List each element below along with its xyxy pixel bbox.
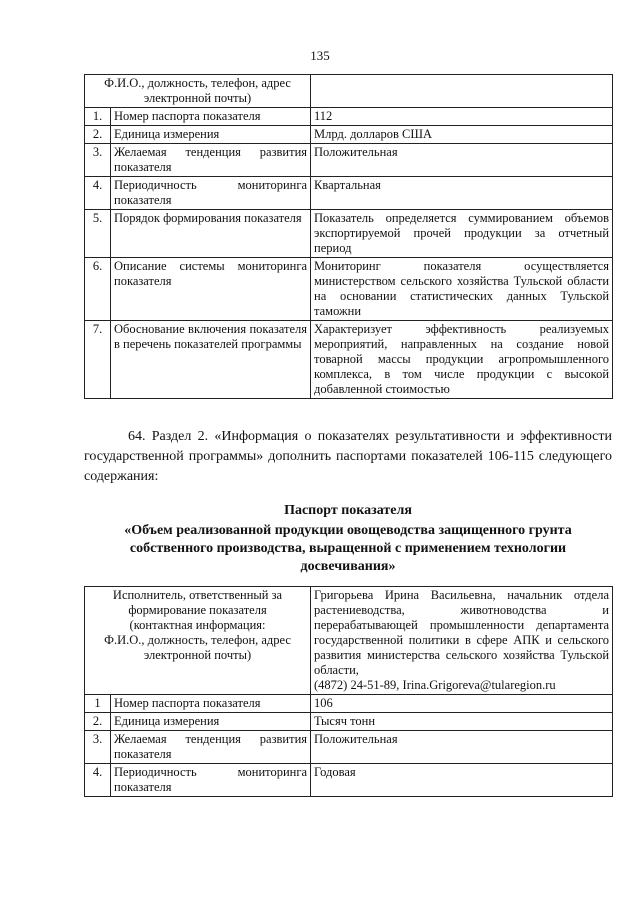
passport-title bbox=[84, 502, 612, 576]
row-label: Периодичность мониторинга показателя bbox=[111, 764, 311, 797]
header-line: (контактная информация: bbox=[129, 618, 266, 632]
table-row bbox=[85, 731, 613, 764]
header-line: электронной почты) bbox=[143, 648, 252, 662]
header-line: Ф.И.О., должность, телефон, адрес bbox=[104, 633, 291, 647]
row-label: Описание системы мониторинга показателя bbox=[111, 258, 311, 321]
row-label: Номер паспорта показателя bbox=[111, 695, 311, 713]
amendment-text: 64. Раздел 2. «Информация о показателях результативности и эффективности государственной программы» дополнить паспортами показателей 106-115 следующего содержания: bbox=[84, 429, 612, 484]
row-value: Характеризует эффективность реализуемых мероприятий, направленных на создание новой товарной массы продукции агропромышленного комплекса, в том числе продукции с высокой добавленной стоимостью bbox=[311, 321, 613, 399]
header-left-cell bbox=[85, 75, 311, 108]
contact-info: (4872) 24-51-89, Irina.Grigoreva@tularegion.ru bbox=[314, 678, 556, 692]
row-value: Квартальная bbox=[311, 177, 613, 210]
header-right-cell bbox=[311, 75, 613, 108]
row-number: 4. bbox=[85, 177, 111, 210]
table-row bbox=[85, 321, 613, 399]
passport-title-line: «Объем реализованной продукции овощеводства защищенного грунта bbox=[124, 523, 572, 538]
responsible-person: Григорьева Ирина Васильевна, начальник отдела растениеводства, животноводства и перерабатывающей промышленности департамента государственной политики в сфере АПК и сельского развития министерства сельского хозяйства Тульской области, bbox=[314, 588, 610, 677]
header-line: электронной почты) bbox=[143, 91, 252, 105]
row-value: 106 bbox=[311, 695, 613, 713]
row-number: 5. bbox=[85, 210, 111, 258]
indicator-table-1 bbox=[84, 74, 613, 399]
row-value: Тысяч тонн bbox=[311, 713, 613, 731]
row-label: Периодичность мониторинга показателя bbox=[111, 177, 311, 210]
row-label: Желаемая тенденция развития показателя bbox=[111, 144, 311, 177]
row-label: Порядок формирования показателя bbox=[111, 210, 311, 258]
row-number: 7. bbox=[85, 321, 111, 399]
row-label: Номер паспорта показателя bbox=[111, 108, 311, 126]
row-number: 2. bbox=[85, 126, 111, 144]
row-value: Показатель определяется суммированием объемов экспортируемой прочей продукции за отчетный период bbox=[311, 210, 613, 258]
table-row bbox=[85, 210, 613, 258]
header-right-cell bbox=[311, 587, 613, 695]
row-value: Положительная bbox=[311, 731, 613, 764]
row-number: 6. bbox=[85, 258, 111, 321]
table-row bbox=[85, 126, 613, 144]
row-value: Мониторинг показателя осуществляется министерством сельского хозяйства Тульской области на основании статистических данных Тульской таможни bbox=[311, 258, 613, 321]
row-value: Млрд. долларов США bbox=[311, 126, 613, 144]
table-row bbox=[85, 764, 613, 797]
table-row bbox=[85, 177, 613, 210]
row-label: Обоснование включения показателя в перечень показателей программы bbox=[111, 321, 311, 399]
header-line: Исполнитель, ответственный за bbox=[112, 588, 283, 602]
row-label: Единица измерения bbox=[111, 713, 311, 731]
row-number: 4. bbox=[85, 764, 111, 797]
row-value: Положительная bbox=[311, 144, 613, 177]
passport-title-line: Паспорт показателя bbox=[284, 503, 412, 518]
row-number: 1 bbox=[85, 695, 111, 713]
table-row bbox=[85, 108, 613, 126]
row-number: 3. bbox=[85, 144, 111, 177]
passport-title-line: досвечивания» bbox=[300, 559, 396, 574]
table-row bbox=[85, 144, 613, 177]
passport-title-line: собственного производства, выращенной с применением технологии bbox=[129, 541, 567, 556]
table-row bbox=[85, 713, 613, 731]
row-label: Желаемая тенденция развития показателя bbox=[111, 731, 311, 764]
table-row bbox=[85, 695, 613, 713]
row-number: 3. bbox=[85, 731, 111, 764]
header-left-cell bbox=[85, 587, 311, 695]
table-header-row bbox=[85, 75, 613, 108]
table-row bbox=[85, 258, 613, 321]
indicator-table-2 bbox=[84, 586, 613, 797]
amendment-paragraph bbox=[84, 427, 612, 487]
header-line: Ф.И.О., должность, телефон, адрес bbox=[104, 76, 291, 90]
row-number: 1. bbox=[85, 108, 111, 126]
row-number: 2. bbox=[85, 713, 111, 731]
header-line: формирование показателя bbox=[128, 603, 267, 617]
row-value: Годовая bbox=[311, 764, 613, 797]
page-number: 135 bbox=[310, 48, 330, 63]
table-header-row bbox=[85, 587, 613, 695]
row-label: Единица измерения bbox=[111, 126, 311, 144]
row-value: 112 bbox=[311, 108, 613, 126]
